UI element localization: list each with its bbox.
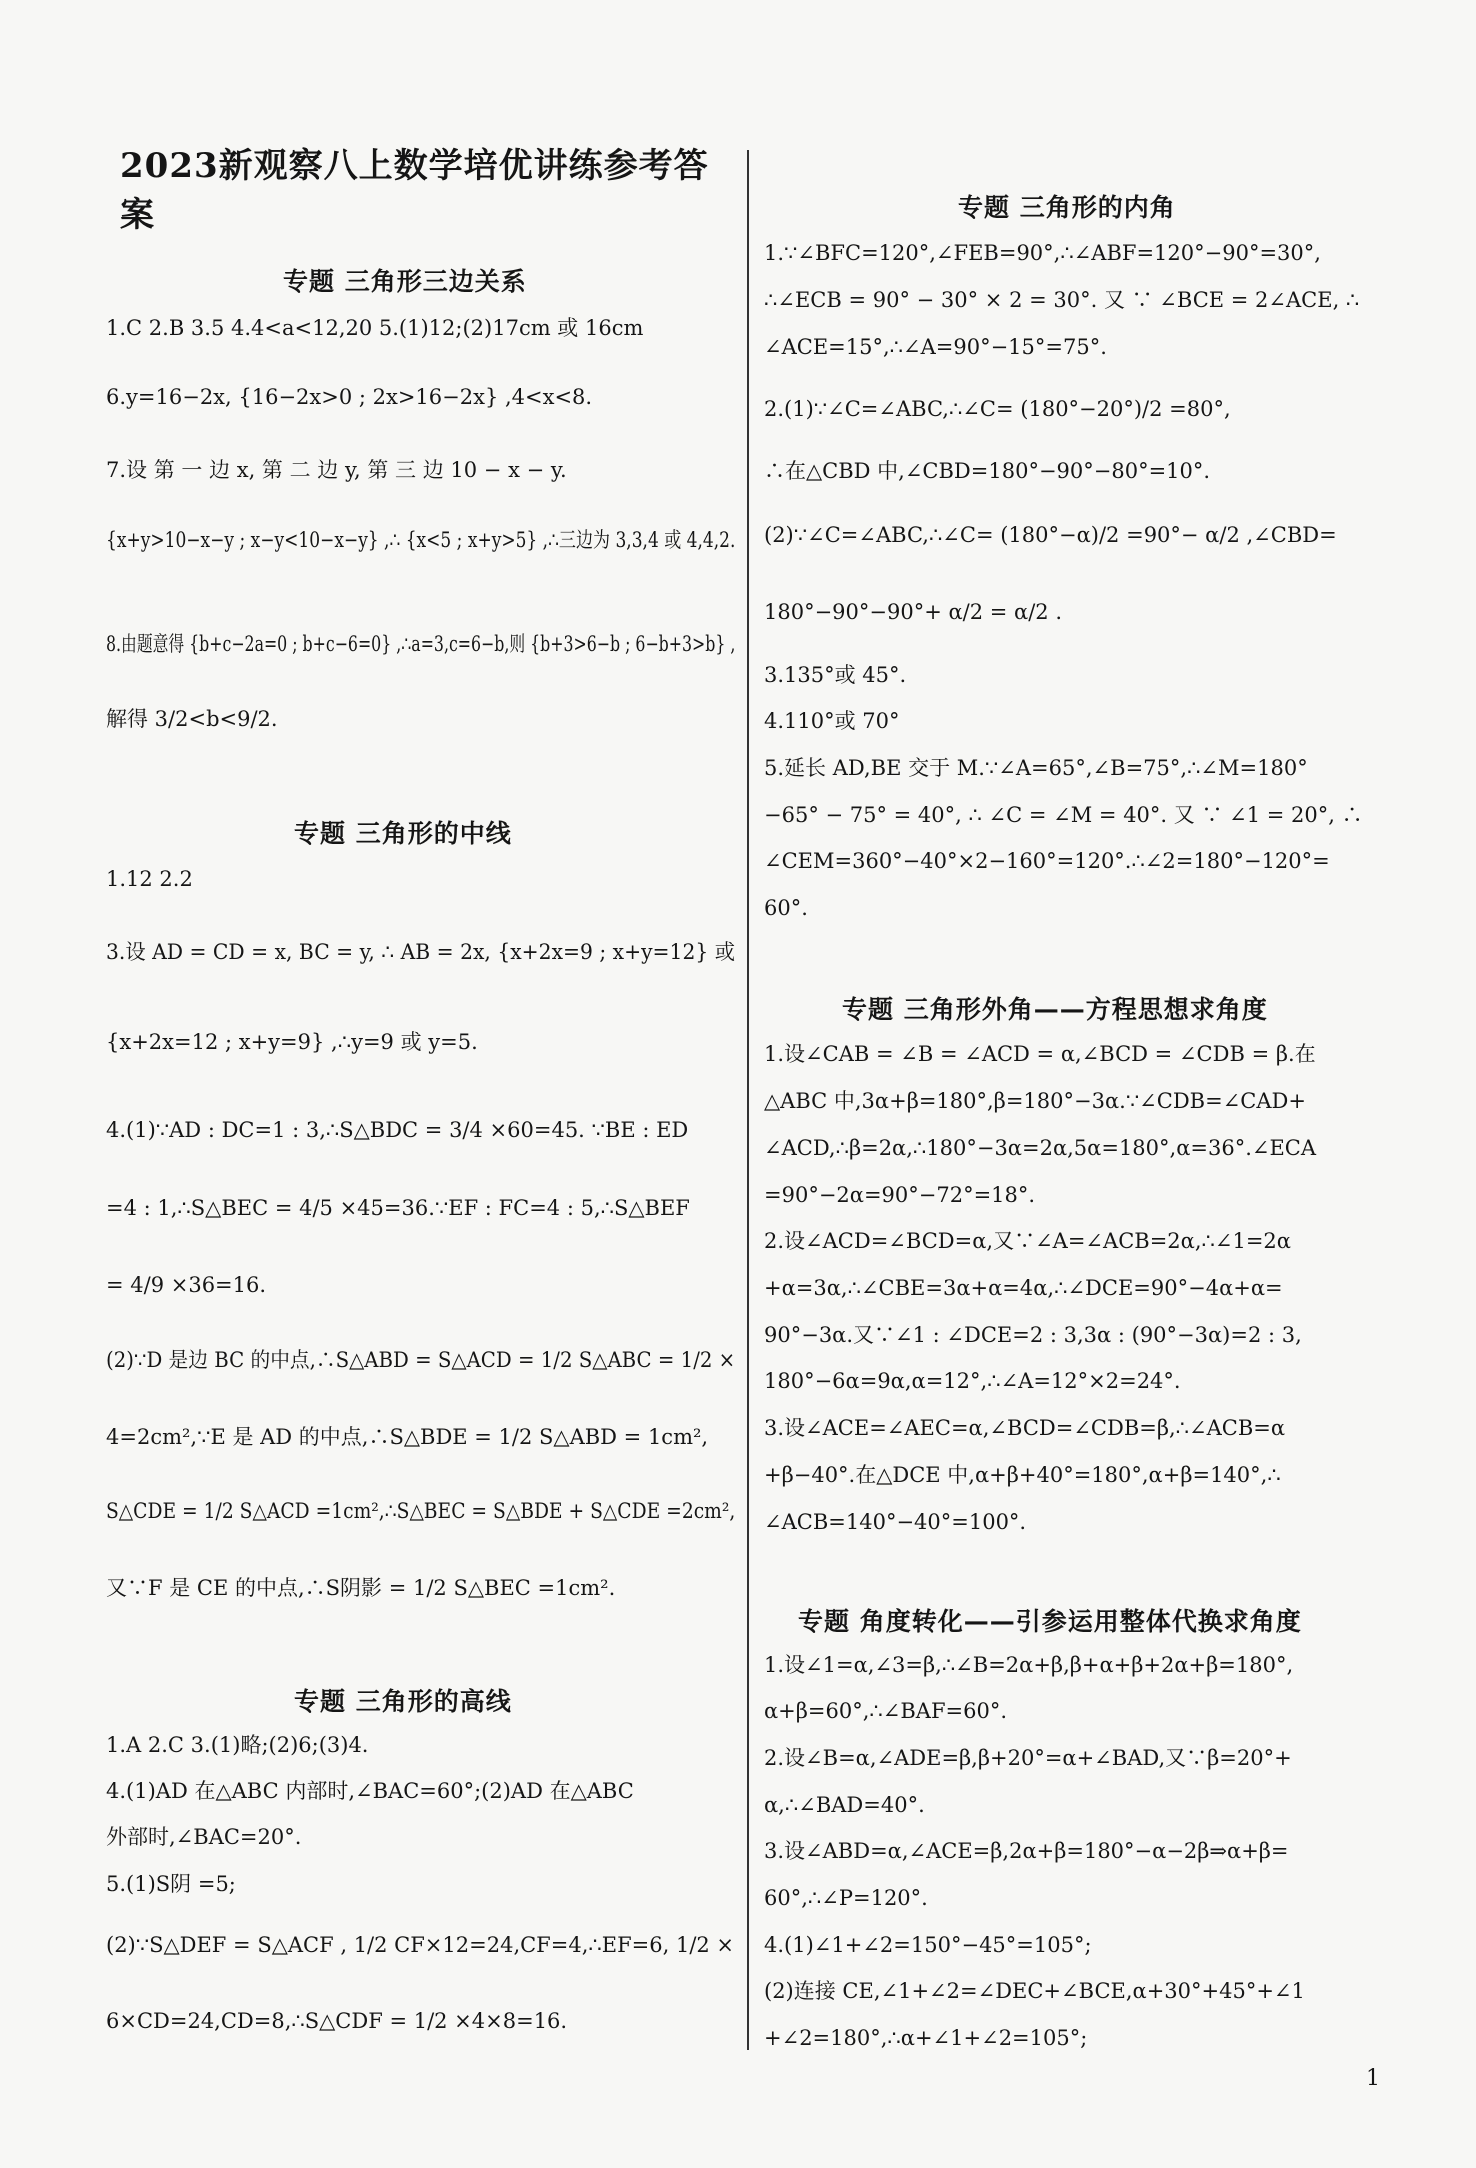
answer-line: 1.∵∠BFC=120°,∠FEB=90°,∴∠ABF=120°−90°=30°,: [764, 241, 1321, 265]
answer-line: 4.110°或 70°: [764, 709, 900, 733]
answer-line: ∠ACE=15°,∴∠A=90°−15°=75°.: [764, 335, 1107, 359]
page-number: 1: [1366, 2066, 1380, 2091]
answer-line: {x+2x=12 ; x+y=9} ,∴y=9 或 y=5.: [106, 1030, 478, 1054]
answer-line: {x+y>10−x−y ; x−y<10−x−y} ,∴ {x<5 ; x+y>5} ,∴三边为 3,3,4 或 4,4,2.: [106, 528, 736, 552]
answer-line: (2)∵S△DEF = S△ACF , 1/2 CF×12=24,CF=4,∴EF=6, 1/2 ×: [106, 1933, 735, 1957]
answer-line: 2.设∠B=α,∠ADE=β,β+20°=α+∠BAD,又∵β=20°+: [764, 1746, 1292, 1770]
page-title: 2023新观察八上数学培优讲练参考答案: [120, 146, 709, 235]
answer-line: 解得 3/2<b<9/2.: [106, 707, 278, 731]
answer-line: ∠ACD,∴β=2α,∴180°−3α=2α,5α=180°,α=36°.∠ECA: [764, 1136, 1317, 1160]
answer-line: 8.由题意得 {b+c−2a=0 ; b+c−6=0} ,∴a=3,c=6−b,则 {b+3>6−b ; 6−b+3>b} ,: [106, 632, 736, 656]
answer-line: α,∴∠BAD=40°.: [764, 1793, 925, 1817]
answer-line: 60°,∴∠P=120°.: [764, 1886, 928, 1910]
answer-line: =4 : 1,∴S△BEC = 4/5 ×45=36.∵EF : FC=4 : 5,∴S△BEF: [106, 1196, 690, 1220]
answer-line: 4=2cm²,∵E 是 AD 的中点,∴S△BDE = 1/2 S△ABD = 1cm²,: [106, 1425, 709, 1449]
answer-line: α+β=60°,∴∠BAF=60°.: [764, 1699, 1008, 1723]
answer-line: (2)连接 CE,∠1+∠2=∠DEC+∠BCE,α+30°+45°+∠1: [764, 1979, 1305, 2003]
answer-line: 外部时,∠BAC=20°.: [106, 1825, 302, 1849]
answer-line: 3.设 AD = CD = x, BC = y, ∴ AB = 2x, {x+2x=9 ; x+y=12} 或: [106, 940, 736, 964]
answer-line: =90°−2α=90°−72°=18°.: [764, 1183, 1036, 1207]
answer-line: 180°−6α=9α,α=12°,∴∠A=12°×2=24°.: [764, 1369, 1181, 1393]
answer-line: 1.A 2.C 3.(1)略;(2)6;(3)4.: [106, 1733, 369, 1757]
section-heading: 专题 角度转化——引参运用整体代换求角度: [798, 1607, 1302, 1636]
answer-line: 4.(1)∠1+∠2=150°−45°=105°;: [764, 1933, 1092, 1957]
answer-line: 又∵F 是 CE 的中点,∴S阴影 = 1/2 S△BEC =1cm².: [106, 1576, 616, 1600]
answer-line: = 4/9 ×36=16.: [106, 1273, 267, 1297]
answer-line: 4.(1)∵AD : DC=1 : 3,∴S△BDC = 3/4 ×60=45. ∵BE : ED: [106, 1118, 689, 1142]
section-heading: 专题 三角形的高线: [294, 1687, 512, 1716]
section-heading: 专题 三角形三边关系: [283, 267, 527, 296]
section-heading: 专题 三角形的内角: [958, 193, 1176, 222]
answer-line: ∠CEM=360°−40°×2−160°=120°.∴∠2=180°−120°=: [764, 849, 1330, 873]
answer-line: 7.设 第 一 边 x, 第 二 边 y, 第 三 边 10 − x − y.: [106, 458, 567, 482]
answer-line: +α=3α,∴∠CBE=3α+α=4α,∴∠DCE=90°−4α+α=: [764, 1276, 1283, 1300]
answer-line: 3.设∠ACE=∠AEC=α,∠BCD=∠CDB=β,∴∠ACB=α: [764, 1416, 1286, 1440]
answer-line: 1.C 2.B 3.5 4.4<a<12,20 5.(1)12;(2)17cm 或 16cm: [106, 316, 644, 340]
answer-line: 1.12 2.2: [106, 867, 193, 891]
answer-line: 1.设∠1=α,∠3=β,∴∠B=2α+β,β+α+β+2α+β=180°,: [764, 1653, 1294, 1677]
answer-line: (2)∵D 是边 BC 的中点,∴S△ABD = S△ACD = 1/2 S△ABC = 1/2 ×: [106, 1348, 736, 1372]
answer-line: +∠2=180°,∴α+∠1+∠2=105°;: [764, 2026, 1088, 2050]
answer-line: △ABC 中,3α+β=180°,β=180°−3α.∵∠CDB=∠CAD+: [764, 1089, 1306, 1113]
answer-line: 2.设∠ACD=∠BCD=α,又∵∠A=∠ACB=2α,∴∠1=2α: [764, 1229, 1291, 1253]
answer-line: 4.(1)AD 在△ABC 内部时,∠BAC=60°;(2)AD 在△ABC: [106, 1779, 634, 1803]
answer-line: ∴∠ECB = 90° − 30° × 2 = 30°. 又 ∵ ∠BCE = 2∠ACE, ∴: [764, 288, 1360, 312]
answer-line: (2)∵∠C=∠ABC,∴∠C= (180°−α)/2 =90°− α/2 ,∠CBD=: [764, 523, 1337, 547]
answer-line: 60°.: [764, 896, 808, 920]
answer-line: 90°−3α.又∵∠1 : ∠DCE=2 : 3,3α : (90°−3α)=2 : 3,: [764, 1323, 1302, 1347]
section-heading: 专题 三角形的中线: [294, 819, 512, 848]
answer-line: 6.y=16−2x, {16−2x>0 ; 2x>16−2x} ,4<x<8.: [106, 385, 593, 409]
answer-line: 2.(1)∵∠C=∠ABC,∴∠C= (180°−20°)/2 =80°,: [764, 397, 1231, 421]
answer-line: 3.设∠ABD=α,∠ACE=β,2α+β=180°−α−2β⇒α+β=: [764, 1839, 1289, 1863]
answer-line: ∴在△CBD 中,∠CBD=180°−90°−80°=10°.: [764, 459, 1211, 483]
answer-line: −65° − 75° = 40°, ∴ ∠C = ∠M = 40°. 又 ∵ ∠1 = 20°, ∴: [764, 803, 1363, 827]
answer-line: 180°−90°−90°+ α/2 = α/2 .: [764, 600, 1063, 624]
answer-line: 5.(1)S阴 =5;: [106, 1872, 236, 1896]
answer-line: S△CDE = 1/2 S△ACD =1cm²,∴S△BEC = S△BDE + S△CDE =2cm²,: [106, 1499, 736, 1523]
answer-line: 3.135°或 45°.: [764, 663, 907, 687]
answer-line: +β−40°.在△DCE 中,α+β+40°=180°,α+β=140°,∴: [764, 1463, 1281, 1487]
answer-line: 5.延长 AD,BE 交于 M.∵∠A=65°,∠B=75°,∴∠M=180°: [764, 756, 1308, 780]
answer-line: 1.设∠CAB = ∠B = ∠ACD = α,∠BCD = ∠CDB = β.在: [764, 1042, 1316, 1066]
section-heading: 专题 三角形外角——方程思想求角度: [842, 995, 1268, 1024]
answer-line: ∠ACB=140°−40°=100°.: [764, 1510, 1027, 1534]
column-divider: [747, 150, 749, 2050]
answer-line: 6×CD=24,CD=8,∴S△CDF = 1/2 ×4×8=16.: [106, 2009, 568, 2033]
